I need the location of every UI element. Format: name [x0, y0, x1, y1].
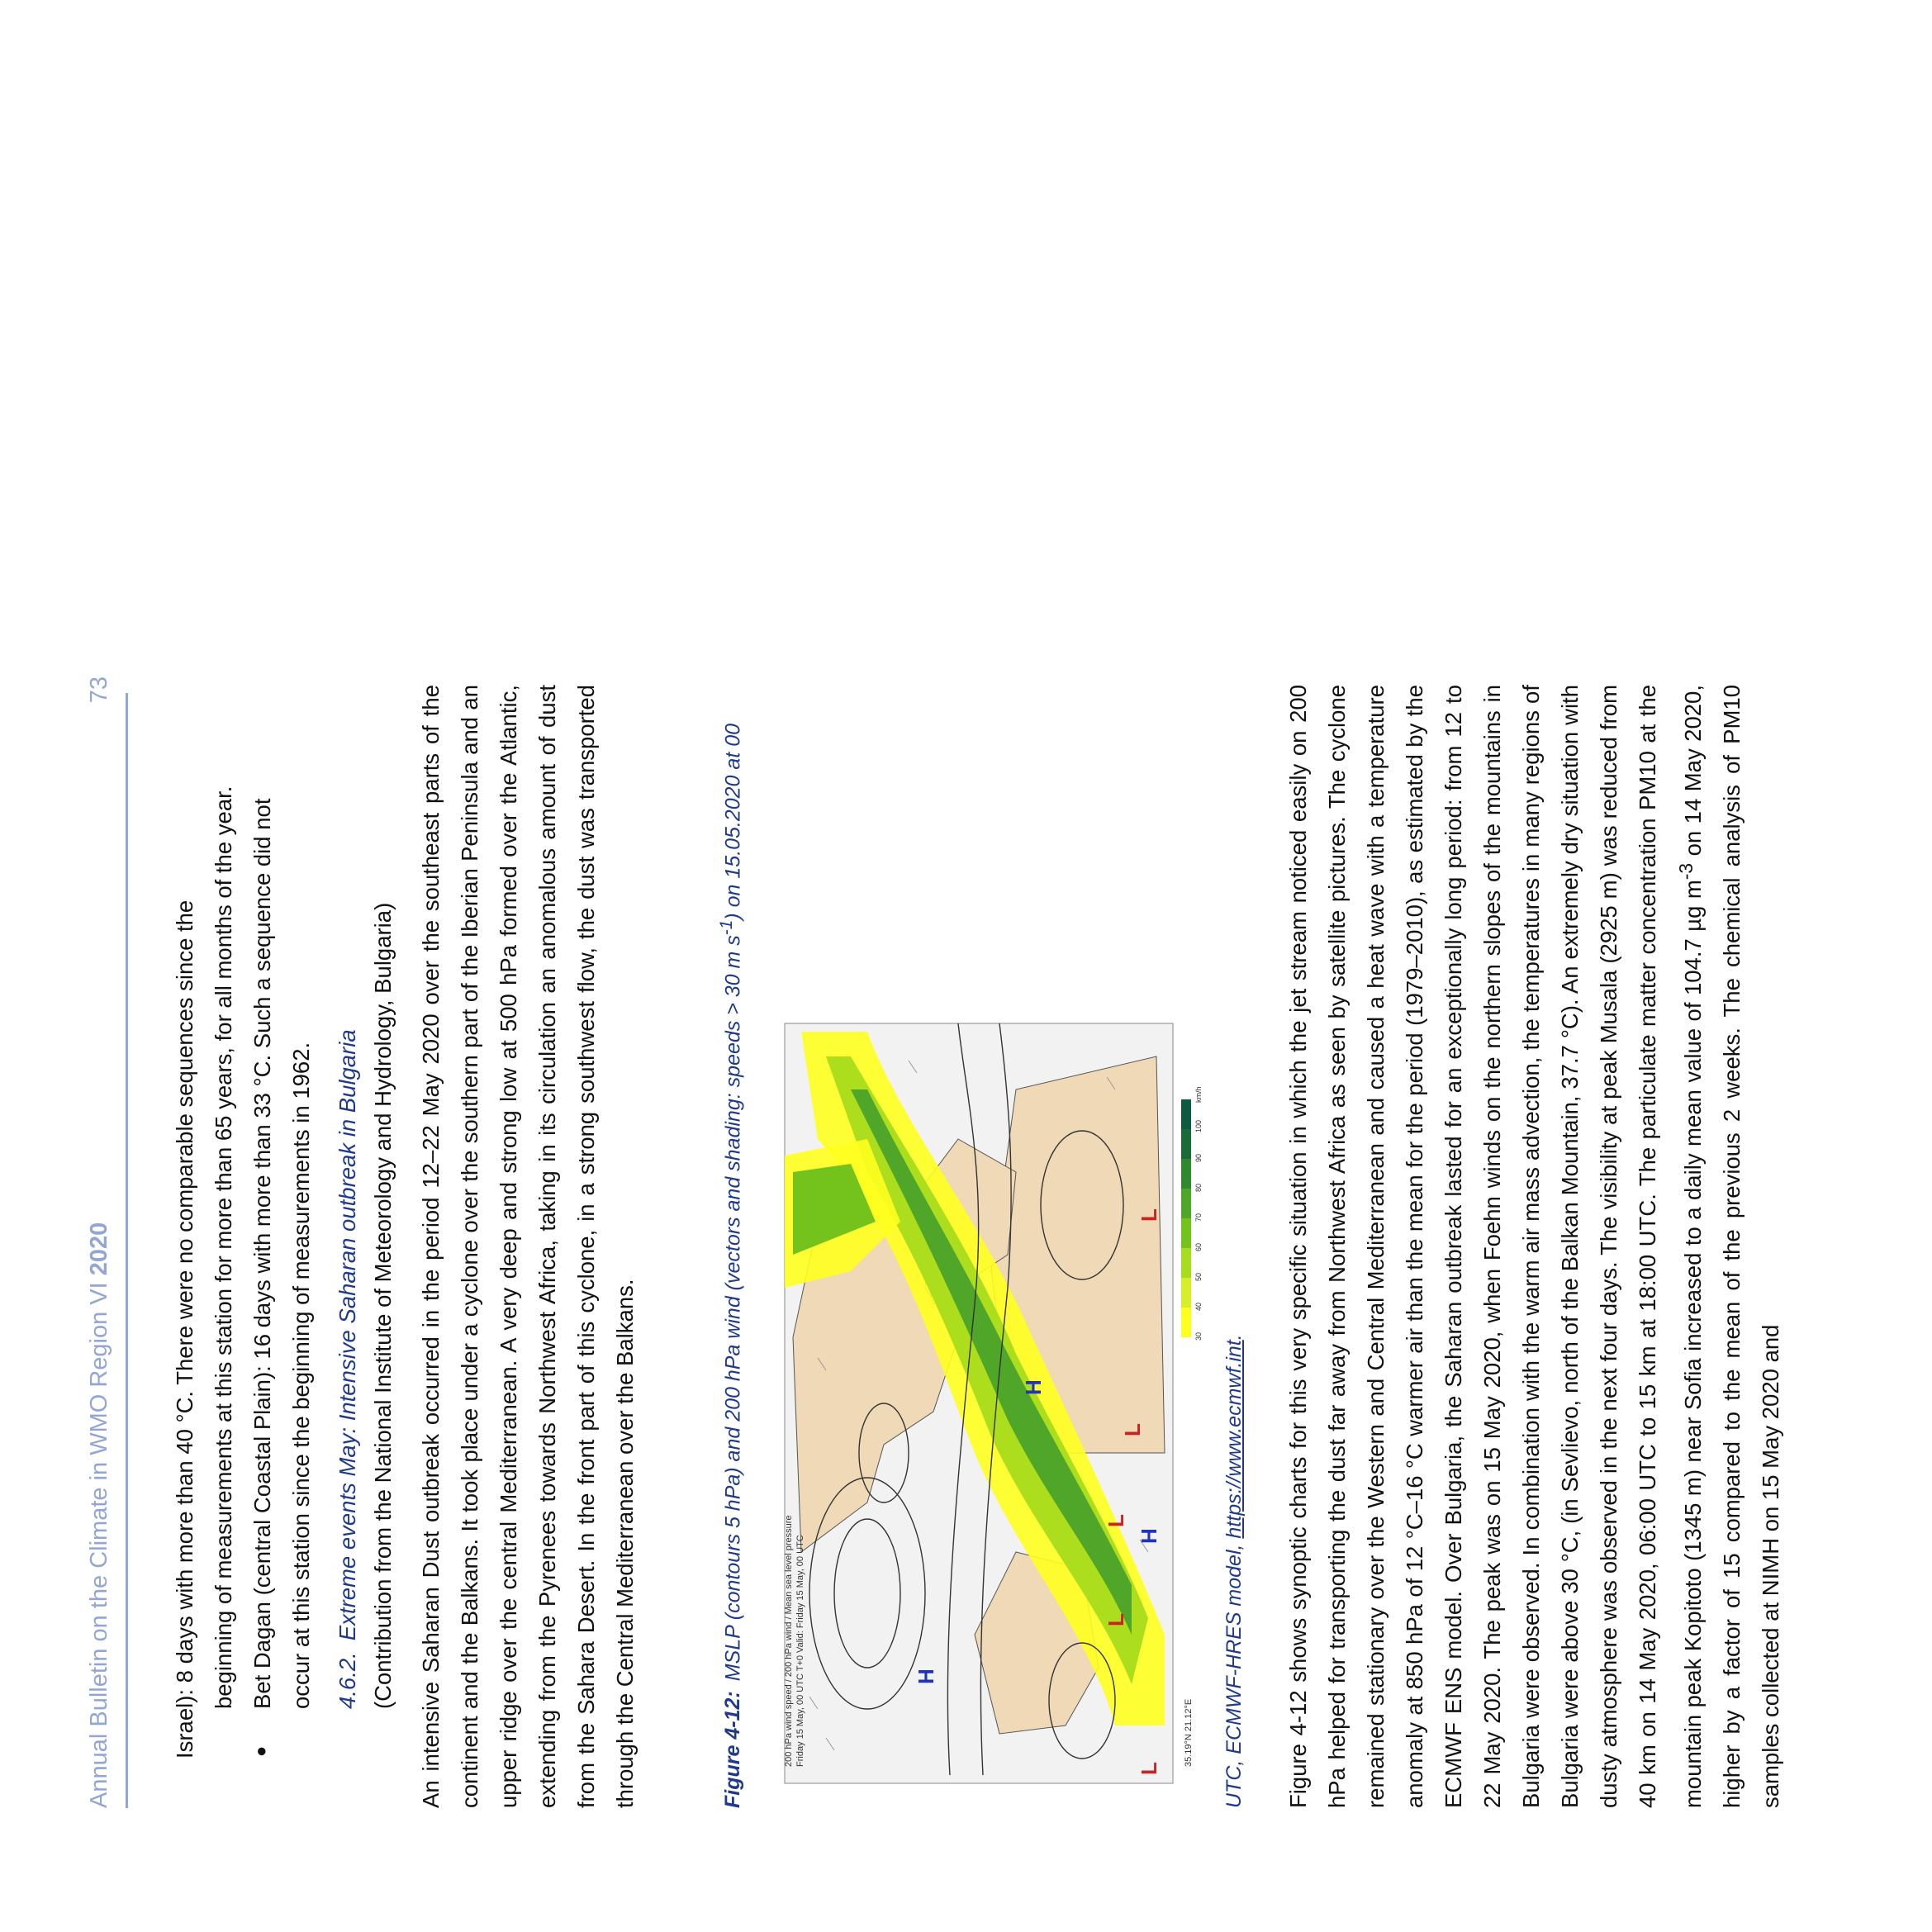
high-pressure-label: H	[1021, 1379, 1046, 1395]
running-header	[83, 676, 128, 1808]
bullet-line-2: occur at this station since the beginning of measurements in 1962.	[288, 1042, 314, 1709]
paragraph-2: Figure 4-12 shows synoptic charts for this very specific situation in which the jet stream noticed easily on 200 hPa helped for transporting the dust far away from Northwest Africa as seen by satellite pictures. The cyclone remained stationary over the Western and Central Mediterranean and caused a heat wave with a temperature anomaly at 850 hPa of 12 °C–16 °C warmer air than the mean for the period (1979–2010), as estimated by the ECMWF ENS model. Over Bulgaria, the Saharan outbreak lasted for an exceptionally long period: from 12 to 22 May 2020. The peak was on 15 May 2020, when Foehn winds on the northern slopes of the mountains in Bulgaria were observed. In combination with the warm air mass advection, the temperatures in many regions of Bulgaria were above 30 °C, (in Sevlievo, north of the Balkan Mountain, 37.7 °C). An extremely dry situation with dusty atmosphere was observed in the next four days. The visibility at peak Musala (2925 m) was reduced from 40 km on 14 May 2020, 06:00 UTC to 15 km at 18:00 UTC. The particulate matter concentration PM10 at the mountain peak Kopitoto (1345 m) near Sofia increased to a daily mean value of 104.7 µg $m^{-3}$ on 14 May 2020, higher by a factor of 15 compared to the mean of the previous 2 weeks. The chemical analysis of PM10 samples collected at NIMH on 15 May 2020 and	[1285, 685, 1784, 1808]
map-header-line-2: Friday 15 May, 00 UTC T+0 Valid: Friday 15 May, 00 UTC	[795, 1535, 805, 1767]
legend-swatch	[1181, 1159, 1191, 1189]
legend-label: km/h	[1194, 1086, 1203, 1103]
map-header-line-1: 200 hPa wind speed / 200 hPa wind / Mean sea level pressure	[784, 1515, 794, 1767]
legend-swatch	[1181, 1248, 1191, 1278]
legend-swatch	[1181, 1308, 1191, 1337]
legend-label: 70	[1194, 1213, 1203, 1222]
intro-line-2: beginning of measurements at this station for more than 65 years, for all months of the year.	[211, 786, 236, 1709]
bullet-line-1: Bet Dagan (central Coastal Plain): 16 days with more than 33 °C. Such a sequence did not	[249, 798, 275, 1709]
figure-caption: Figure 4-12:MSLP (contours 5 hPa) and 200 hPa wind (vectors and shading: speeds > 30 m $s^{-1}$) on 15.05.2020 at 00	[717, 723, 745, 1808]
section-heading: 4.6.2.Extreme events May: Intensive Saharan outbreak in Bulgaria	[335, 1029, 360, 1709]
legend-label: 60	[1194, 1242, 1203, 1251]
low-pressure-label: L	[1104, 1514, 1128, 1527]
intro-line-1: Israel): 8 days with more than 40 °C. There were no comparable sequences since the	[172, 900, 197, 1759]
low-pressure-label: L	[1120, 1423, 1145, 1436]
legend-swatch	[1181, 1278, 1191, 1308]
high-pressure-label: H	[914, 1669, 938, 1684]
bullet-marker: ●	[250, 1745, 271, 1757]
low-pressure-label: L	[1104, 1613, 1128, 1626]
legend-label: 50	[1194, 1272, 1203, 1281]
legend-swatch	[1181, 1129, 1191, 1159]
map-footer: 35.19°N 21.12°E	[1184, 1698, 1194, 1767]
low-pressure-label: L	[1137, 1762, 1161, 1775]
legend-swatch	[1181, 1218, 1191, 1248]
high-pressure-label: H	[1137, 1528, 1161, 1544]
contribution-note: (Contribution from the National Institute of Meteorology and Hydrology, Bulgaria)	[370, 902, 396, 1709]
legend-label: 40	[1194, 1302, 1203, 1311]
document-page	[0, 571, 1932, 1932]
legend-label: 100	[1194, 1119, 1203, 1132]
legend-swatch	[1181, 1189, 1191, 1218]
paragraph-1: An intensive Saharan Dust outbreak occurred in the period 12–22 May 2020 over the southeast parts of the continent and the Balkans. It took place under a cyclone over the southern part of the Iberian Peninsula and an upper ridge over the central Mediterranean. A very deep and strong low at 500 hPa formed over the Atlantic, extending from the Pyrenees towards Northwest Africa, taking in its circulation an anomalous amount of dust from the Sahara Desert. In the front part of this cyclone, in a strong southwest flow, the dust was transported through the Central Mediterranean over the Balkans.	[418, 685, 638, 1808]
ecmwf-link[interactable]: https://www.ecmwf.int	[1222, 1340, 1246, 1539]
header-title: Annual Bulletin on the Climate in WMO Region VI 2020	[86, 1222, 112, 1808]
low-pressure-label: L	[1137, 1208, 1161, 1222]
figure-caption-line-2: UTC, ECMWF-HRES model, https://www.ecmwf.int.	[1222, 1334, 1246, 1808]
page-number: 73	[86, 676, 112, 704]
legend-label: 90	[1194, 1153, 1203, 1162]
synoptic-chart	[768, 1007, 1206, 1800]
legend-label: 80	[1194, 1183, 1203, 1192]
legend-swatch	[1181, 1099, 1191, 1129]
legend-label: 30	[1194, 1332, 1203, 1341]
